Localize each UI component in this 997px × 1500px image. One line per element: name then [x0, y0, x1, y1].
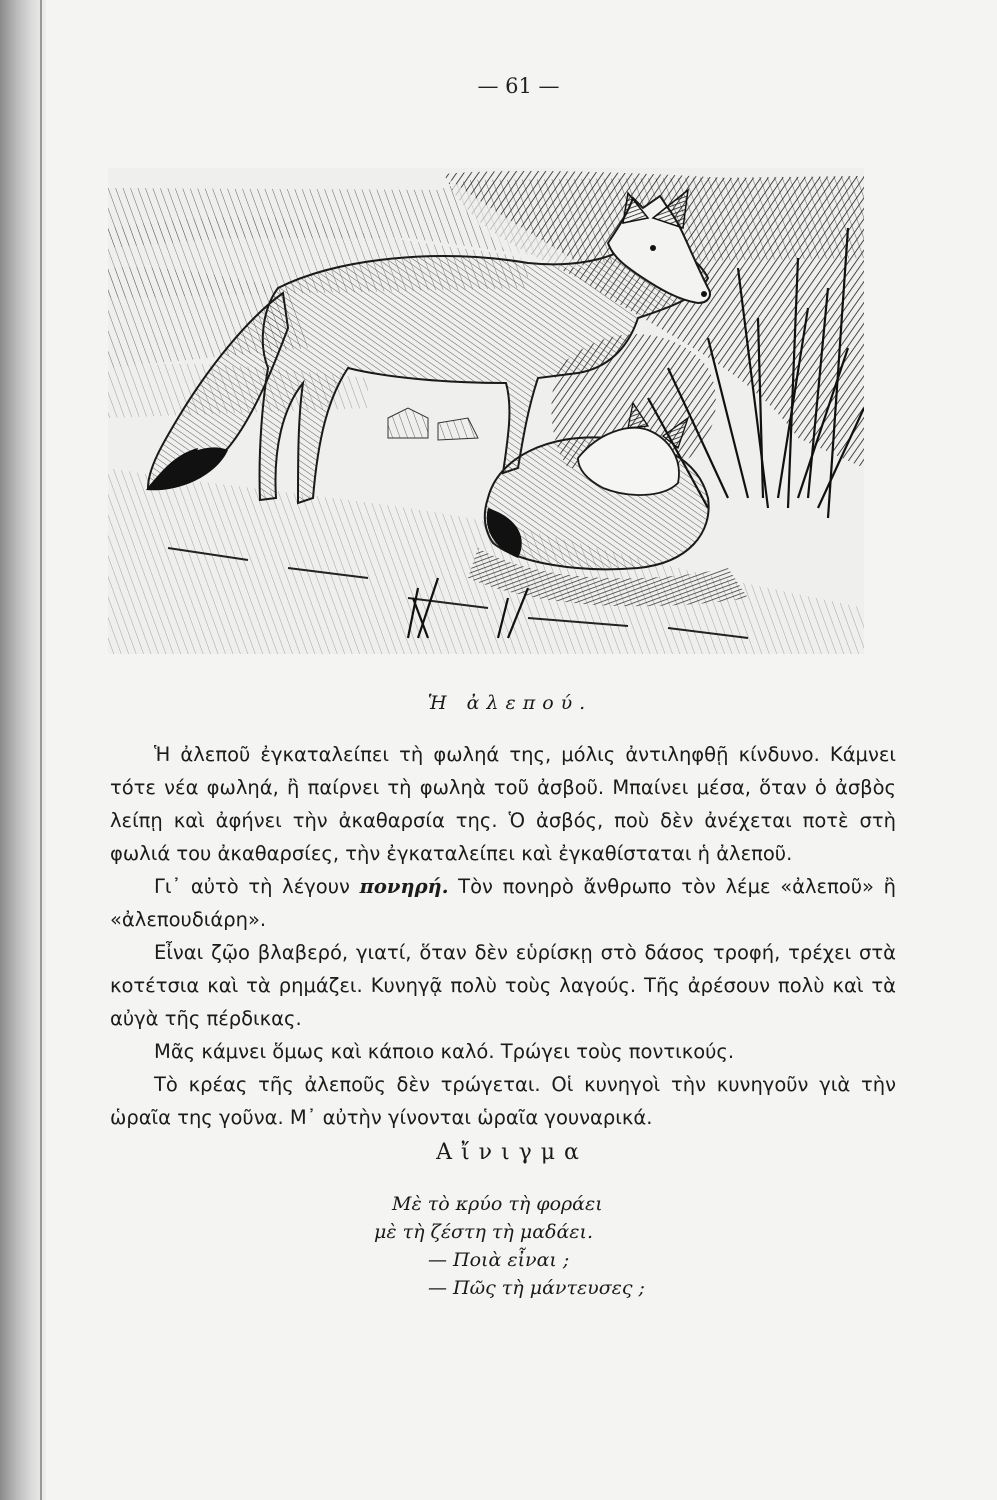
illustration-caption: Ἡ ἀλεπού. [427, 692, 593, 714]
page-number: — 61 — [477, 74, 560, 98]
paragraph: Εἶναι ζῷο βλαβερό, γιατί, ὅταν δὲν εὑρίσκῃ στὸ δάσος τροφή, τρέχει στὰ κοτέτσια καὶ τὰ ρημάζει. Κυνηγᾷ πολὺ τοὺς λαγούς. Τῆς ἀρέσουν πολὺ καὶ τὰ αὐγὰ τῆς πέρδικας. [110, 941, 896, 1030]
paragraph-text: Γι᾿ αὐτὸ τὴ λέγουν [154, 875, 360, 898]
paragraph: Μᾶς κάμνει ὅμως καὶ κάποιο καλό. Τρώγει τοὺς ποντικούς. [154, 1040, 735, 1063]
riddle-heading: Αἴνιγμα [436, 1140, 588, 1165]
page-edge-line [40, 0, 42, 1500]
riddle-verse [372, 1190, 772, 1302]
riddle-line: μὲ τὴ ζέστη τὴ μαδάει. [374, 1221, 593, 1243]
paragraph: Τὸ κρέας τῆς ἀλεποῦς δὲν τρώγεται. Οἱ κυνηγοὶ τὴν κυνηγοῦν γιὰ τὴν ὡραῖα της γοῦνα. Μ᾿ αὐτὴν γίνονται ὡραῖα γουναρικά. [110, 1073, 896, 1129]
riddle-line: Μὲ τὸ κρύο τὴ φοράει [392, 1193, 603, 1215]
emphasized-word: πονηρή. [359, 875, 449, 898]
riddle-line: — Ποιὰ εἶναι ; [428, 1249, 570, 1271]
article-body [110, 738, 896, 1134]
paragraph-text: Τὸν πονηρὸ ἄνθρωπο τὸν λέμε «ἀλεποῦ» ἢ «ἀλεπουδιάρη». [110, 875, 896, 931]
fox-engraving-icon [108, 168, 864, 654]
paragraph [110, 870, 896, 936]
riddle-line: — Πῶς τὴ μάντευσες ; [428, 1277, 645, 1299]
paragraph: Ἡ ἀλεποῦ ἐγκαταλείπει τὴ φωληά της, μόλις ἀντιληφθῇ κίνδυνο. Κάμνει τότε νέα φωληά, ἢ παίρνει τὴ φωληὰ τοῦ ἀσβοῦ. Μπαίνει μέσα, ὅταν ὁ ἀσβὸς λείπῃ καὶ ἀφήνει τὴν ἀκαθαρσία της. Ὁ ἀσβός, ποὺ δὲν ἀνέχεται ποτὲ στὴ φωλιά του ἀκαθαρσίες, τὴν ἐγκαταλείπει καὶ ἐγκαθίσταται ἡ ἀλεποῦ. [110, 743, 896, 865]
